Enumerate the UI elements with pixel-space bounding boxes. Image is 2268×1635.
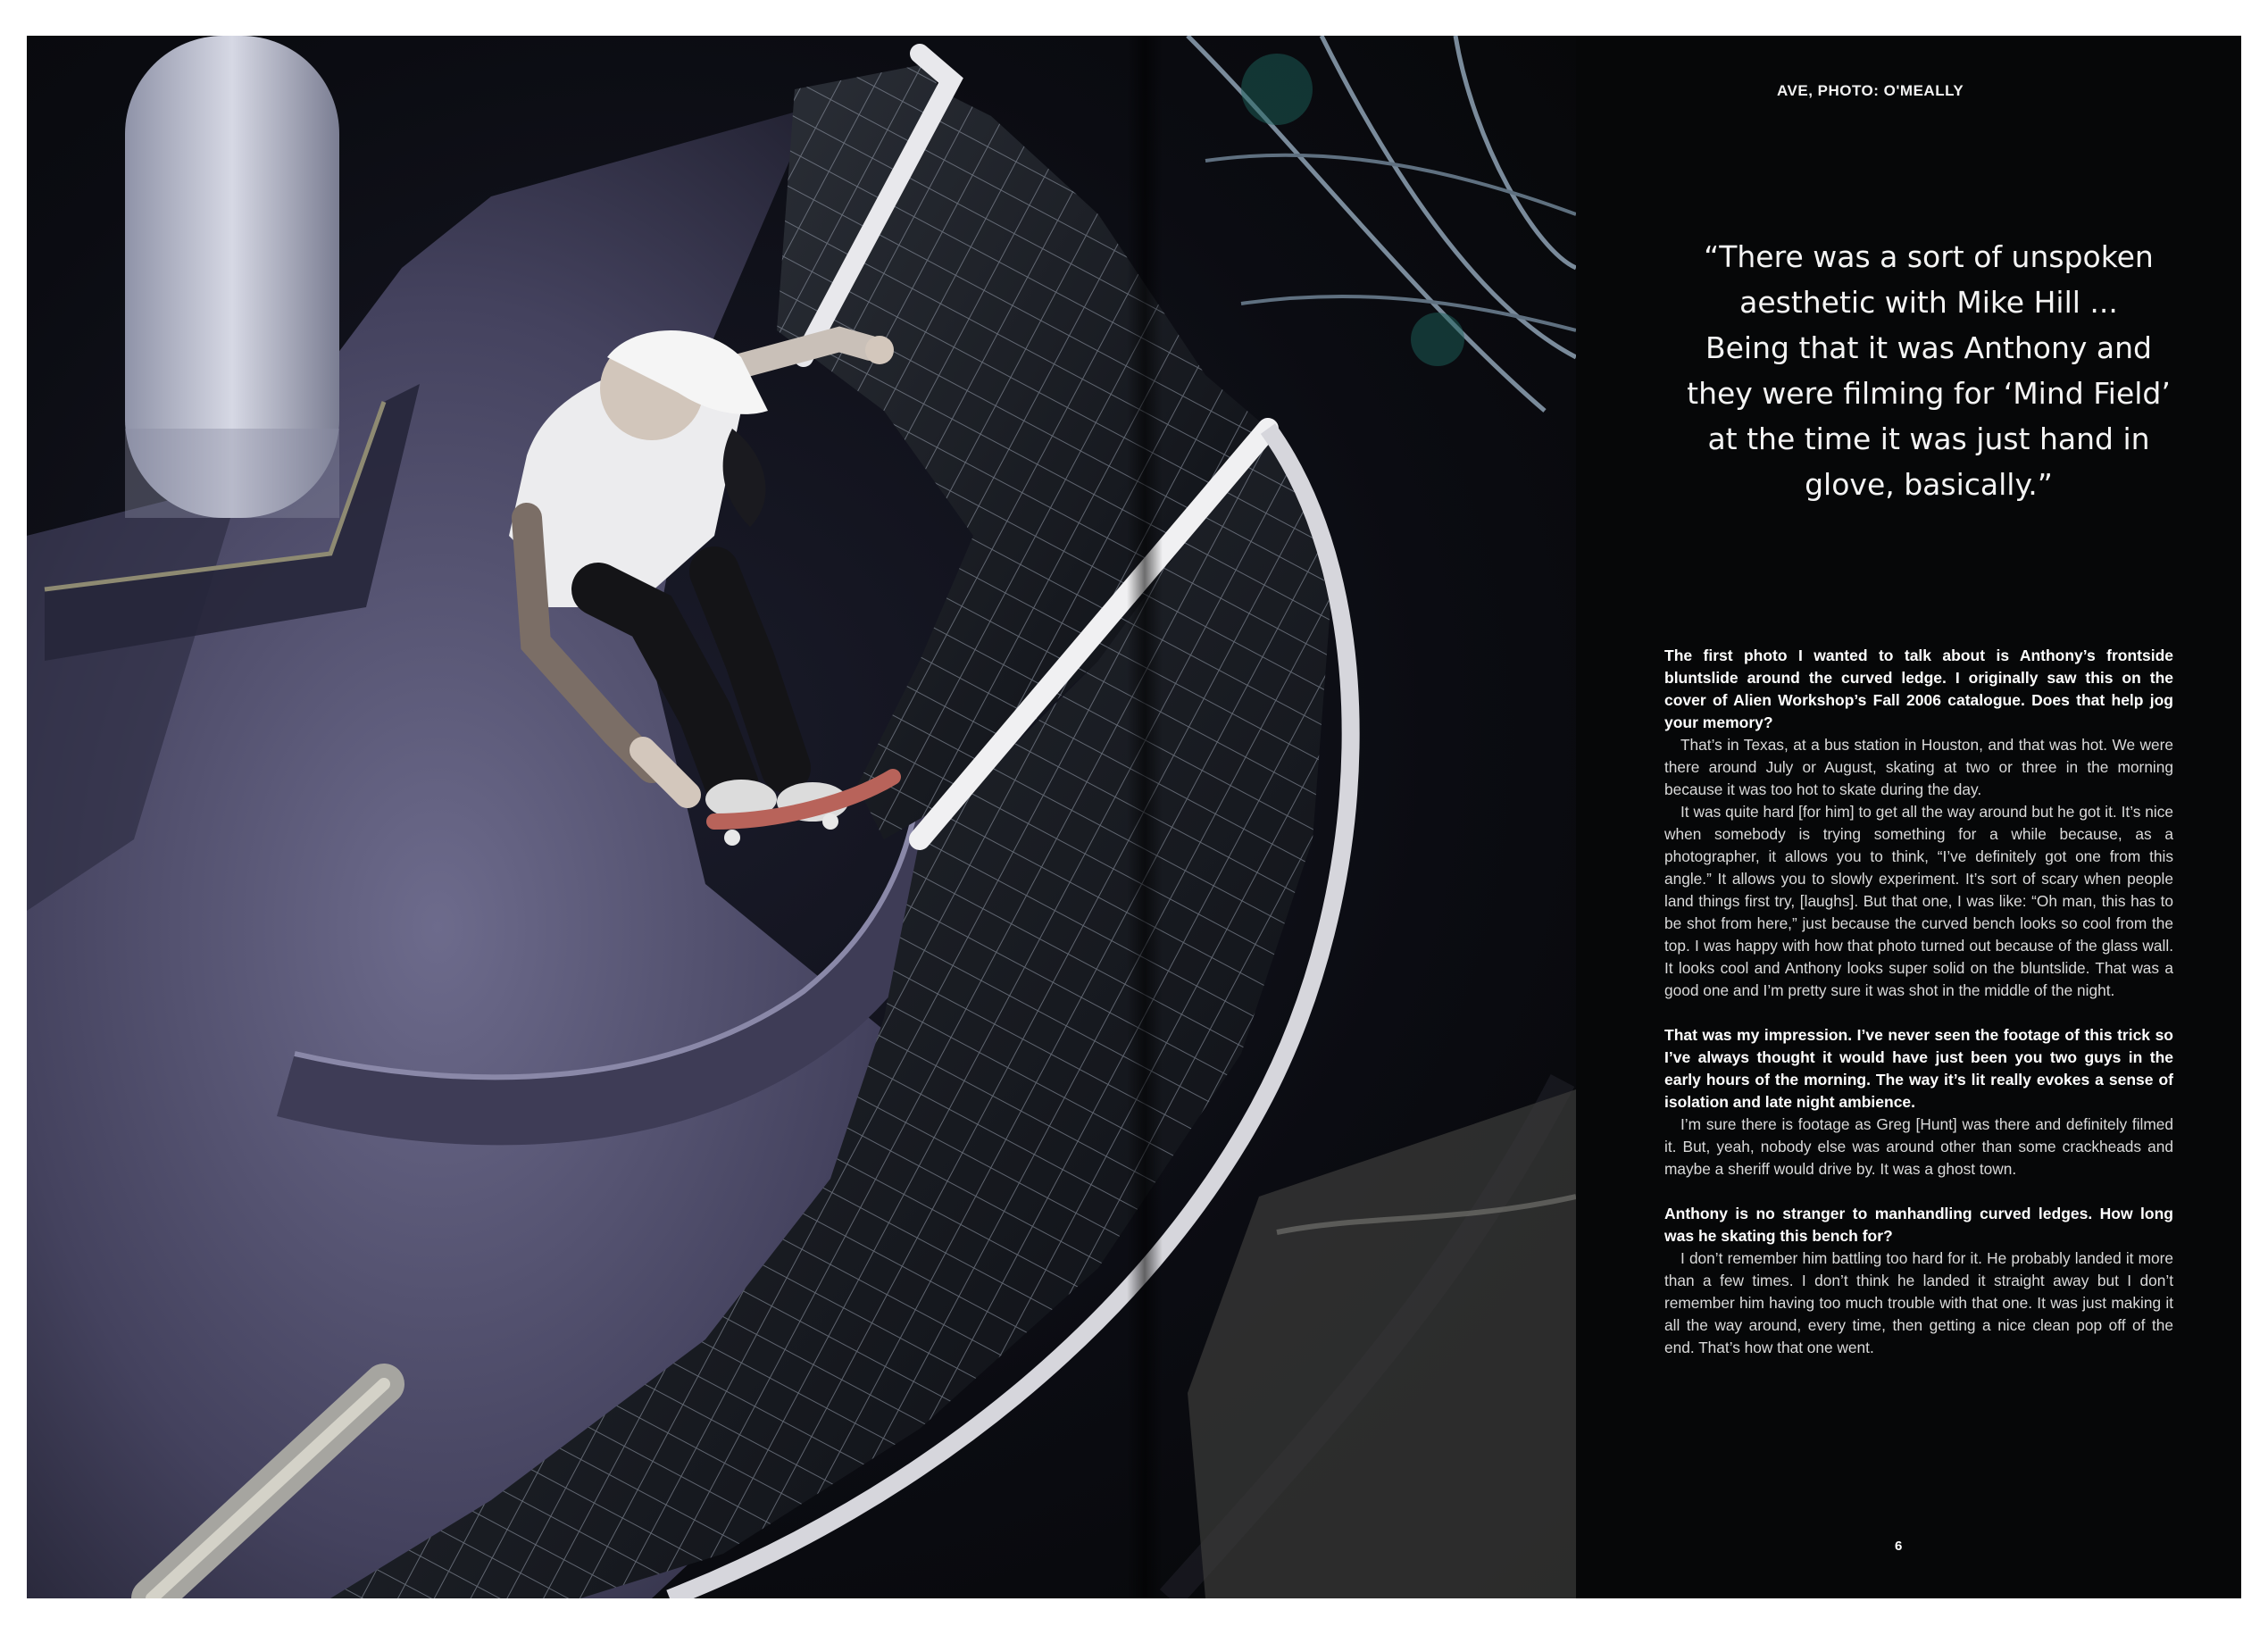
photo-credit: AVE, PHOTO: O'MEALLY xyxy=(1777,82,1964,99)
magazine-spread xyxy=(27,36,2241,1598)
interview-block xyxy=(1664,645,2173,1002)
pull-quote-line: glove, basically.” xyxy=(1805,467,2053,502)
pull-quote-line: Being that it was Anthony and xyxy=(1705,330,2152,365)
dome-structure xyxy=(1188,36,1576,411)
interview-answer: It was quite hard [for him] to get all the way around but he got it. It’s nice when somebody is trying something for a while because, as a photographer, it allows you to think, “I’ve definitely got one from this angle.” It allows you to slowly experiment. It’s sort of scary when people land things first try, [laughs]. But that one, I was like: “Oh man, this has to be shot from here,” just because the curved bench looks so cool from the top. I was happy with how that photo turned out because of the glass wall. It looks cool and Anthony looks super solid on the bluntslide. That was a good one and I’m pretty sure it was shot in the middle of the night. xyxy=(1664,803,2173,999)
interview-text xyxy=(1664,645,2173,1381)
page-gutter xyxy=(1127,36,1163,1598)
reflection xyxy=(1188,1089,1576,1598)
interview-answer: That’s in Texas, at a bus station in Houston, and that was hot. We were there around July or August, skating at two or three in the morning because it was too hot to skate during the day. xyxy=(1664,736,2173,798)
interview-answer: I don’t remember him battling too hard for it. He probably landed it more than a few times. I don’t think he landed it straight away but I don’t remember him having too much trouble with that one. It was just making it all the way around, every time, then getting a nice clean pop off of the end. That’s how that one went. xyxy=(1664,1249,2173,1356)
interview-question: The first photo I wanted to talk about is Anthony’s frontside bluntslide around the curved ledge. I originally saw this on the cover of Alien Workshop’s Fall 2006 catalogue. Does that help jog your memory? xyxy=(1664,646,2173,731)
interview-question: Anthony is no stranger to manhandling curved ledges. How long was he skating this bench for? xyxy=(1664,1205,2173,1245)
pull-quote-line: they were filming for ‘Mind Field’ xyxy=(1687,376,2171,411)
pull-quote-line: at the time it was just hand in xyxy=(1707,421,2150,456)
pull-quote-line: aesthetic with Mike Hill ... xyxy=(1739,285,2118,320)
interview-question: That was my impression. I’ve never seen the footage of this trick so I’ve always thought it would have just been you two guys in the early hours of the morning. The way it’s lit really evokes a sense of isolation and late night ambience. xyxy=(1664,1026,2173,1111)
photo-illustration xyxy=(27,36,1576,1598)
interview-block xyxy=(1664,1024,2173,1180)
pull-quote-line: “There was a sort of unspoken xyxy=(1704,239,2154,274)
interview-answer: I’m sure there is footage as Greg [Hunt] was there and definitely filmed it. But, yeah, nobody else was around other than some crackheads and maybe a sheriff would drive by. It was a ghost town. xyxy=(1664,1115,2173,1178)
pull-quote xyxy=(1652,234,2205,507)
interview-block xyxy=(1664,1203,2173,1359)
page-number: 6 xyxy=(1895,1539,1903,1554)
skateboarding-photo xyxy=(27,36,1576,1598)
